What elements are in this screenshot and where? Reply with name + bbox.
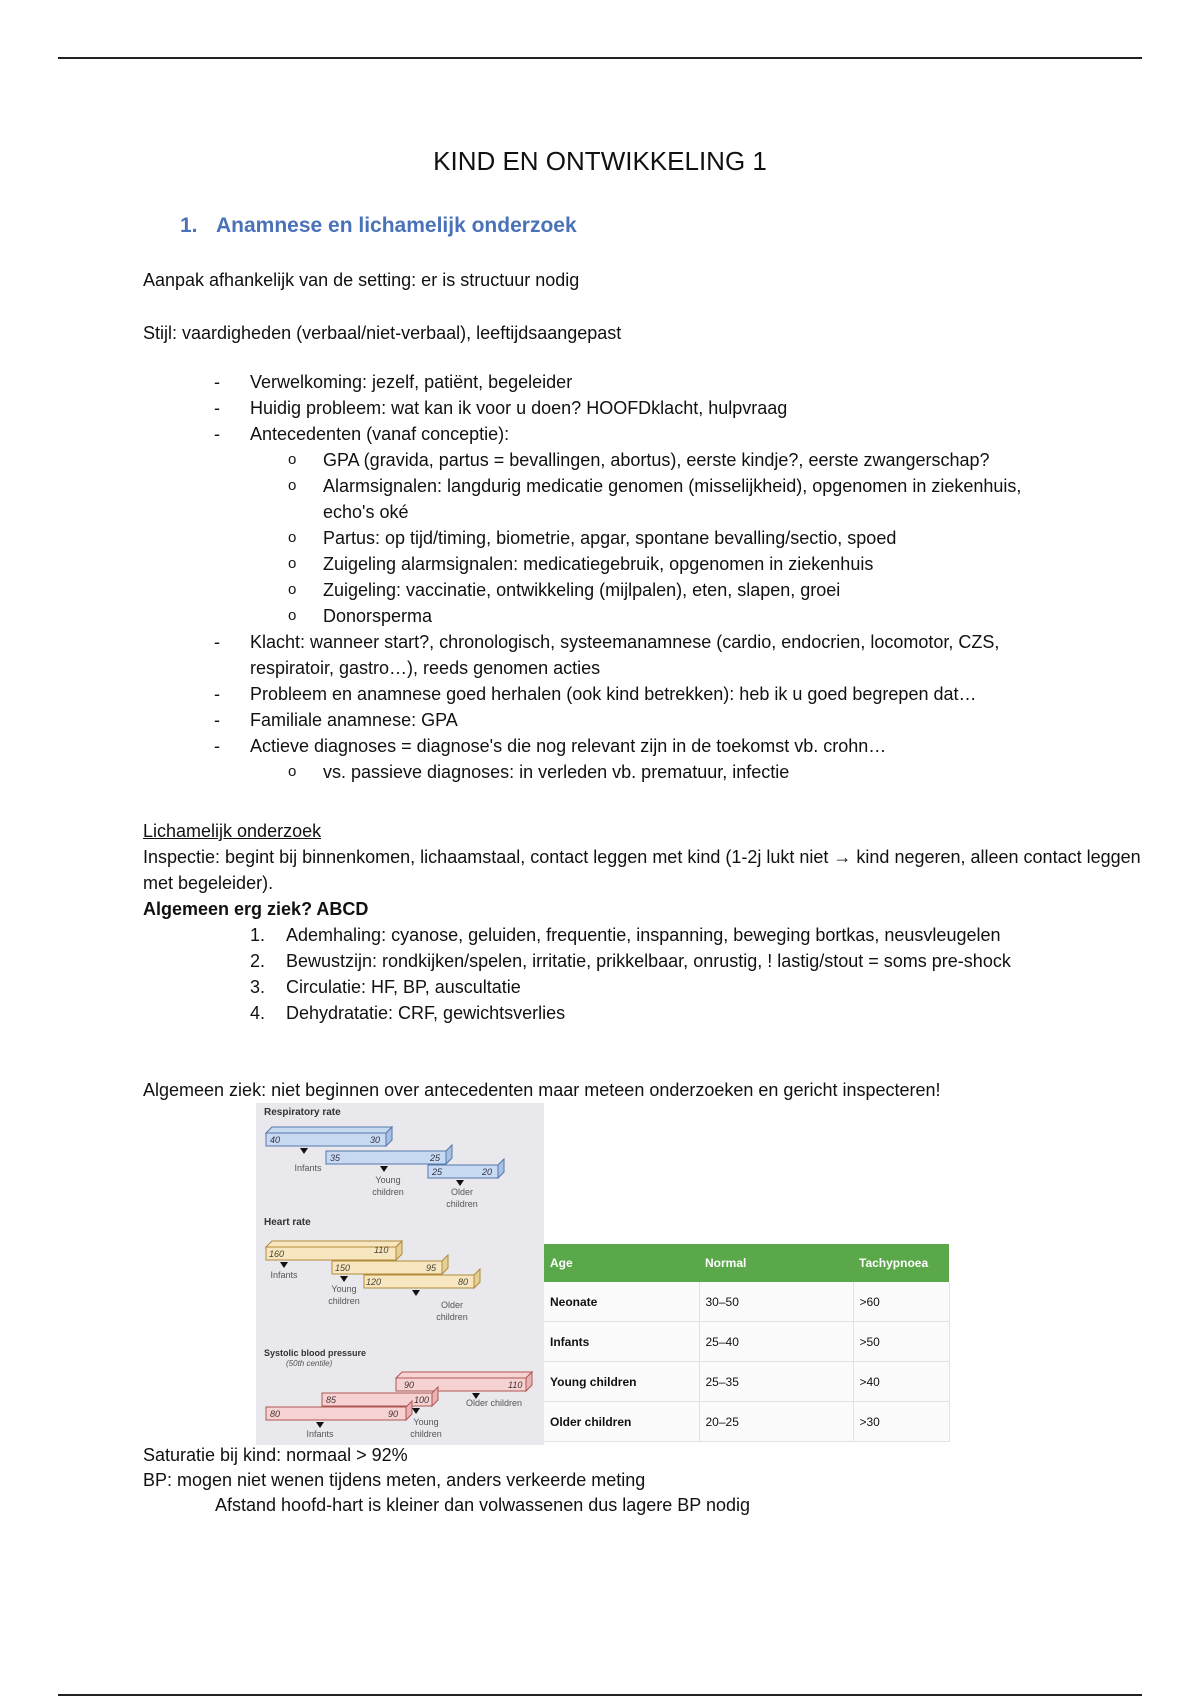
- table-cell: >60: [853, 1282, 949, 1322]
- heart-label-young: children: [328, 1296, 360, 1306]
- heart-label-older: children: [436, 1312, 468, 1322]
- circle-bullet: o: [288, 763, 297, 780]
- heart-marker: [412, 1290, 420, 1296]
- table-cell: Young children: [544, 1362, 699, 1402]
- dash-bullet: -: [214, 736, 220, 756]
- lo-inspectie: Inspectie: begint bij binnenkomen, lichaamstaal, contact leggen met kind (1-2j lukt niet → kind negeren, alleen contact leggen met begeleider).: [143, 847, 1141, 893]
- list-item: - Verwelkoming: jezelf, patiënt, begeleider: [0, 369, 1200, 395]
- column-header: Normal: [699, 1244, 853, 1282]
- resp-bar-top: [266, 1127, 392, 1133]
- resp-marker: [456, 1180, 464, 1186]
- heart-title: Heart rate: [264, 1217, 311, 1228]
- circle-bullet: o: [288, 581, 297, 598]
- heart-label-infants: Infants: [270, 1270, 298, 1280]
- section-number: 1.: [180, 214, 198, 237]
- bp-bar-older: [396, 1378, 526, 1391]
- resp-bar-infants: [266, 1133, 386, 1146]
- resp-value-40: 40: [270, 1135, 281, 1145]
- bp-value-80: 80: [270, 1409, 281, 1419]
- section-heading: [180, 214, 577, 238]
- bp-note: BP: mogen niet wenen tijdens meten, anders verkeerde meting: [143, 1470, 646, 1490]
- circle-bullet: o: [288, 451, 297, 468]
- sub-list-item: o Partus: op tijd/timing, biometrie, apgar, spontane bevalling/sectio, spoed: [0, 525, 1200, 551]
- bp-value-110: 110: [508, 1380, 523, 1390]
- table-cell: Neonate: [544, 1282, 699, 1322]
- sub-list-item: o GPA (gravida, partus = bevallingen, abortus), eerste kindje?, eerste zwangerschap?: [0, 447, 1200, 473]
- table-cell: 30–50: [699, 1282, 853, 1322]
- heart-value-150: 150: [335, 1263, 351, 1273]
- resp-title: Respiratory rate: [264, 1107, 341, 1118]
- respiratory-rate-table: [544, 1244, 950, 1442]
- ordered-item: 4. Dehydratatie: CRF, gewichtsverlies: [250, 1003, 566, 1023]
- heart-marker: [340, 1276, 348, 1282]
- bp-value-90b: 90: [388, 1409, 399, 1419]
- bp-label-young: children: [410, 1429, 442, 1439]
- dash-bullet: -: [214, 710, 220, 730]
- resp-bar-young: [326, 1151, 446, 1164]
- table-row: [544, 1322, 949, 1362]
- circle-bullet: o: [288, 529, 297, 546]
- resp-value-25a: 25: [430, 1153, 441, 1163]
- heart-label-young: Young: [331, 1284, 357, 1294]
- list-item: - Klacht: wanneer start?, chronologisch, systeemanamnese (cardio, endocrien, locomotor, CZS, respiratoir, gastro…), reeds genomen acties: [0, 629, 1070, 681]
- ordered-item: 3. Circulatie: HF, BP, auscultatie: [250, 977, 521, 997]
- lo-abcd-heading: Algemeen erg ziek? ABCD: [143, 899, 369, 919]
- heart-value-110: 110: [374, 1245, 389, 1255]
- saturatie-note: Saturatie bij kind: normaal > 92%: [143, 1445, 408, 1465]
- table-cell: >40: [853, 1362, 949, 1402]
- abcd-list: [0, 922, 1200, 1026]
- header-rule: [58, 57, 1142, 59]
- sub-list-item: o Donorsperma: [0, 603, 1200, 629]
- table-cell: >30: [853, 1402, 949, 1442]
- dash-bullet: -: [214, 398, 220, 418]
- bp-title: Systolic blood pressure: [264, 1348, 367, 1358]
- section-title: Anamnese en lichamelijk onderzoek: [216, 214, 577, 237]
- bp-value-90a: 90: [404, 1380, 415, 1390]
- table-cell: Infants: [544, 1322, 699, 1362]
- sub-list-item: o vs. passieve diagnoses: in verleden vb. prematuur, infectie: [0, 759, 1200, 785]
- lo-heading: Lichamelijk onderzoek: [143, 821, 322, 841]
- heart-label-older: Older: [440, 1300, 464, 1310]
- bottom-notes: [143, 1443, 750, 1518]
- column-header: Tachypnoea: [853, 1244, 949, 1282]
- table-header-row: [544, 1244, 949, 1282]
- bp-marker: [412, 1408, 420, 1414]
- heart-value-95: 95: [426, 1263, 437, 1273]
- table-cell: >50: [853, 1322, 949, 1362]
- ordered-item: 1. Ademhaling: cyanose, geluiden, frequentie, inspanning, beweging bortkas, neusvleugelen: [250, 925, 1001, 945]
- sub-list-item: o Alarmsignalen: langdurig medicatie genomen (misselijkheid), opgenomen in ziekenhuis, echo's oké: [0, 473, 1023, 525]
- intro-aanpak: Aanpak afhankelijk van de setting: er is structuur nodig: [143, 270, 580, 290]
- sub-list-item: o Zuigeling alarmsignalen: medicatiegebruik, opgenomen in ziekenhuis: [0, 551, 1200, 577]
- column-header: Age: [544, 1244, 699, 1282]
- bp-bar-top: [396, 1372, 532, 1378]
- resp-bar-side: [446, 1145, 452, 1164]
- footer-rule: [58, 1694, 1142, 1696]
- resp-marker: [380, 1166, 388, 1172]
- heart-value-120: 120: [366, 1277, 382, 1287]
- heart-bar-side: [442, 1255, 448, 1274]
- heart-value-160: 160: [269, 1249, 285, 1259]
- arrow-right-icon: →: [833, 847, 852, 867]
- resp-label-older: children: [446, 1199, 478, 1209]
- dash-bullet: -: [214, 424, 220, 444]
- circle-bullet: o: [288, 477, 297, 494]
- resp-value-30: 30: [370, 1135, 381, 1145]
- table-cell: 25–35: [699, 1362, 853, 1402]
- list-item: - Huidig probleem: wat kan ik voor u doen? HOOFDklacht, hulpvraag: [0, 395, 1200, 421]
- table-cell: 25–40: [699, 1322, 853, 1362]
- resp-marker: [300, 1148, 308, 1154]
- bp-label-infants: Infants: [306, 1429, 334, 1439]
- anamnese-list: [0, 369, 1200, 785]
- bp-label-young: Young: [413, 1417, 439, 1427]
- heart-value-80: 80: [458, 1277, 469, 1287]
- bp-value-100: 100: [414, 1395, 430, 1405]
- list-item: - Actieve diagnoses = diagnose's die nog relevant zijn in de toekomst vb. crohn…: [0, 733, 1200, 759]
- list-item: - Familiale anamnese: GPA: [0, 707, 1200, 733]
- sub-list-item: o Zuigeling: vaccinatie, ontwikkeling (mijlpalen), eten, slapen, groei: [0, 577, 1200, 603]
- lichamelijk-onderzoek: [143, 818, 1143, 922]
- table-row: [544, 1282, 949, 1322]
- resp-value-25b: 25: [432, 1167, 443, 1177]
- heart-bar-side: [474, 1269, 480, 1288]
- bp-label-older: Older children: [465, 1398, 523, 1408]
- afstand-note: Afstand hoofd-hart is kleiner dan volwassenen dus lagere BP nodig: [215, 1495, 751, 1515]
- ordered-item: 2. Bewustzijn: rondkijken/spelen, irritatie, prikkelbaar, onrustig, ! lastig/stout = soms pre-shock: [250, 951, 1011, 971]
- intro-stijl: Stijl: vaardigheden (verbaal/niet-verbaal), leeftijdsaangepast: [143, 323, 622, 343]
- resp-label-older: Older: [450, 1187, 474, 1197]
- table-cell: 20–25: [699, 1402, 853, 1442]
- list-item: - Antecedenten (vanaf conceptie):: [0, 421, 1200, 447]
- resp-value-20: 20: [482, 1167, 493, 1177]
- circle-bullet: o: [288, 555, 297, 572]
- vital-signs-figure: [256, 1103, 544, 1445]
- resp-bar-side: [498, 1159, 504, 1178]
- table-row: [544, 1402, 949, 1442]
- bp-value-85: 85: [326, 1395, 337, 1405]
- bp-bar-infants: [266, 1407, 406, 1420]
- resp-label-young: children: [372, 1187, 404, 1197]
- resp-label-young: Young: [375, 1175, 401, 1185]
- bp-subtitle: (50th centile): [286, 1359, 333, 1368]
- algemeen-ziek: Algemeen ziek: niet beginnen over antecedenten maar meteen onderzoeken en gericht inspecteren!: [143, 1080, 941, 1100]
- heart-marker: [280, 1262, 288, 1268]
- dash-bullet: -: [214, 684, 220, 704]
- list-item: - Probleem en anamnese goed herhalen (ook kind betrekken): heb ik u goed begrepen dat…: [0, 681, 1200, 707]
- document-title: KIND EN ONTWIKKELING 1: [433, 146, 767, 176]
- table-row: [544, 1362, 949, 1402]
- dash-bullet: -: [214, 372, 220, 392]
- circle-bullet: o: [288, 607, 297, 624]
- resp-label-infants: Infants: [294, 1163, 322, 1173]
- bp-marker: [316, 1422, 324, 1428]
- table-cell: Older children: [544, 1402, 699, 1442]
- resp-value-35: 35: [330, 1153, 341, 1163]
- dash-bullet: -: [214, 632, 220, 652]
